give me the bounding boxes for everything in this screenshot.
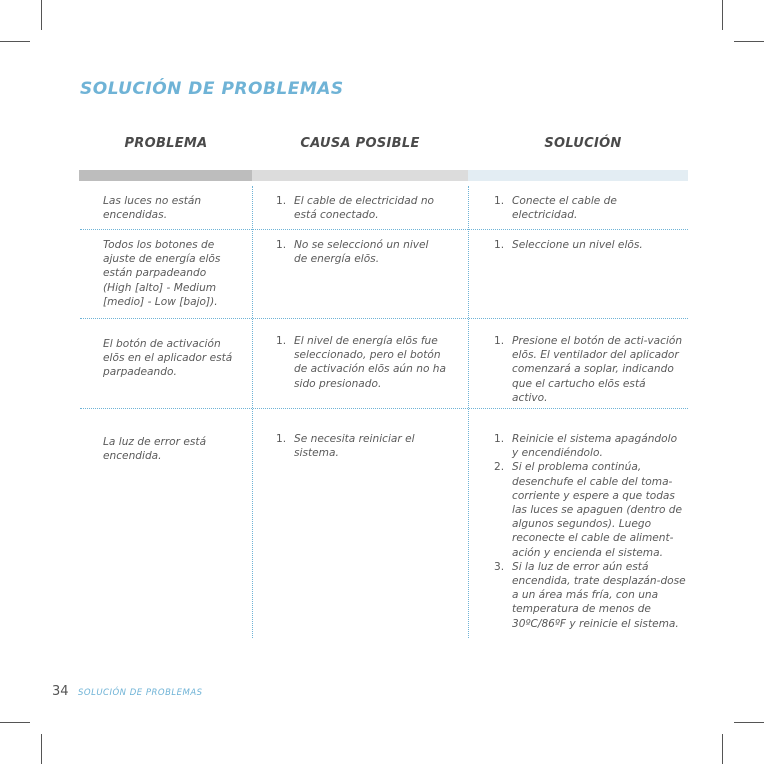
problem-cell: Las luces no están encendidas. [103,195,202,222]
crop-mark [0,722,30,723]
crop-mark [0,41,30,42]
solution-list [494,432,686,631]
column-header-problem: PROBLEMA [124,136,208,151]
list-item: 1. Conecte el cable de electricidad. [494,195,617,222]
footer-section-label: SOLUCIÓN DE PROBLEMAS [78,688,203,698]
list-item: 1. El cable de electricidad no está conectado. [276,195,435,222]
crop-mark [41,734,42,764]
page-title: SOLUCIÓN DE PROBLEMAS [80,79,344,99]
cause-list [276,334,448,391]
cause-list [276,238,436,266]
row-divider [80,318,688,319]
solution-list [494,238,684,252]
column-header-cause: CAUSA POSIBLE [300,136,420,151]
header-bar-problem [79,170,252,181]
list-item: 1. Seleccione un nivel elōs. [494,239,643,251]
list-item: 1. Reinicie el sistema apagándolo y encendiéndolo. [494,433,678,460]
crop-mark [734,722,764,723]
header-bar-cause [252,170,468,181]
column-header-solution: SOLUCIÓN [544,136,622,151]
list-item: 1. Presione el botón de acti-vación elōs. El ventilador del aplicador comenzará a soplar, indicando que el cartucho elōs está activo. [494,335,683,404]
crop-mark [41,0,42,30]
column-divider [468,186,469,638]
solution-list [494,334,684,405]
list-item: 2. Si el problema continúa, desenchufe el cable del toma-corriente y espere a que todas las luces se apaguen (dentro de algunos segundos). Luego reconecte el cable de aliment-ación y encienda el sistema. [494,461,683,559]
list-item: 1. El nivel de energía elōs fue seleccionado, pero el botón de activación elōs aún no ha sido presionado. [276,335,447,390]
row-divider [80,229,688,230]
crop-mark [722,0,723,30]
column-divider [252,186,253,638]
cause-list [276,432,436,460]
crop-mark [722,734,723,764]
crop-mark [734,41,764,42]
solution-list [494,194,654,222]
problem-cell: El botón de activación elōs en el aplicador está parpadeando. [103,338,233,379]
header-bar-solution [468,170,688,181]
problem-cell: Todos los botones de ajuste de energía elōs están parpadeando (High [alto] - Medium [medio] - Low [bajo]). [103,239,221,308]
problem-cell: La luz de error está encendida. [103,436,207,463]
page-number: 34 [52,684,69,699]
list-item: 1. No se seleccionó un nivel de energía elōs. [276,239,429,266]
row-divider [80,408,688,409]
cause-list [276,194,446,222]
list-item: 1. Se necesita reiniciar el sistema. [276,433,415,460]
list-item: 3. Si la luz de error aún está encendida, trate desplazán-dose a un área más fría, con una temperatura de menos de 30ºC/86ºF y reinicie el sistema. [494,560,686,630]
